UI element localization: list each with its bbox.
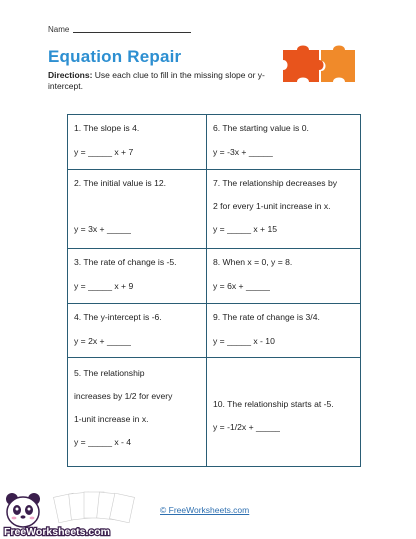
worksheet-thumbnails [54,492,135,523]
clue-cell-1 [68,115,207,170]
name-blank-line[interactable] [73,32,191,33]
clue-equation[interactable]: y = _____ x + 15 [213,223,278,234]
clue-equation[interactable]: y = -1/2x + _____ [213,421,280,432]
clue-text-line: increases by 1/2 for every [74,390,173,401]
puzzle-pieces-icon [281,42,357,86]
clue-equation[interactable]: y = _____ x + 7 [74,147,134,157]
footer-link[interactable]: © FreeWorksheets.com [160,505,250,515]
clue-equation[interactable]: y = 6x + _____ [213,281,270,292]
name-field[interactable] [48,25,191,34]
clue-text: 8. When x = 0, y = 8. [213,257,293,268]
clue-cell-3 [68,249,207,304]
clue-equation[interactable]: y = _____ x + 9 [74,281,134,292]
clue-cell-6 [207,115,361,170]
clue-text: 2. The initial value is 12. [74,177,167,188]
name-label: Name [48,25,70,34]
clue-equation[interactable]: y = 2x + _____ [74,335,131,346]
worksheet-title: Equation Repair [48,47,182,66]
clue-text-line: 5. The relationship [74,367,145,378]
clue-cell-4 [68,303,207,357]
clue-text: 6. The starting value is 0. [213,123,309,133]
clue-cell-8 [207,249,361,304]
clue-cell-10 [207,357,361,466]
clue-text: 10. The relationship starts at -5. [213,398,334,409]
clue-text: 1. The slope is 4. [74,123,140,133]
clue-text-line: 2 for every 1-unit increase in x. [213,200,331,211]
clue-text: 4. The y-intercept is -6. [74,311,162,322]
clue-text: 3. The rate of change is -5. [74,257,177,268]
logo-wordmark: FreeWorksheets.com [4,526,111,538]
clue-cell-2 [68,169,207,248]
clue-text-line: 7. The relationship decreases by [213,177,338,188]
clues-table [67,114,361,467]
clue-cell-9 [207,303,361,357]
directions-label: Directions: [48,70,93,80]
clue-cell-5 [68,357,207,466]
clue-equation[interactable]: y = _____ x - 10 [213,335,275,346]
clue-text: 9. The rate of change is 3/4. [213,311,320,322]
clue-equation[interactable]: y = 3x + _____ [74,223,131,234]
clue-text-line: 1-unit increase in x. [74,413,149,424]
directions-text: Use each clue to fill in the missing slope or y-intercept. [48,70,265,91]
directions [48,70,288,92]
panda-mascot-icon [6,493,40,527]
clue-equation[interactable]: y = _____ x - 4 [74,436,132,447]
clue-cell-7 [207,169,361,248]
freeworksheets-logo [0,487,150,539]
clue-equation[interactable]: y = -3x + _____ [213,147,273,157]
